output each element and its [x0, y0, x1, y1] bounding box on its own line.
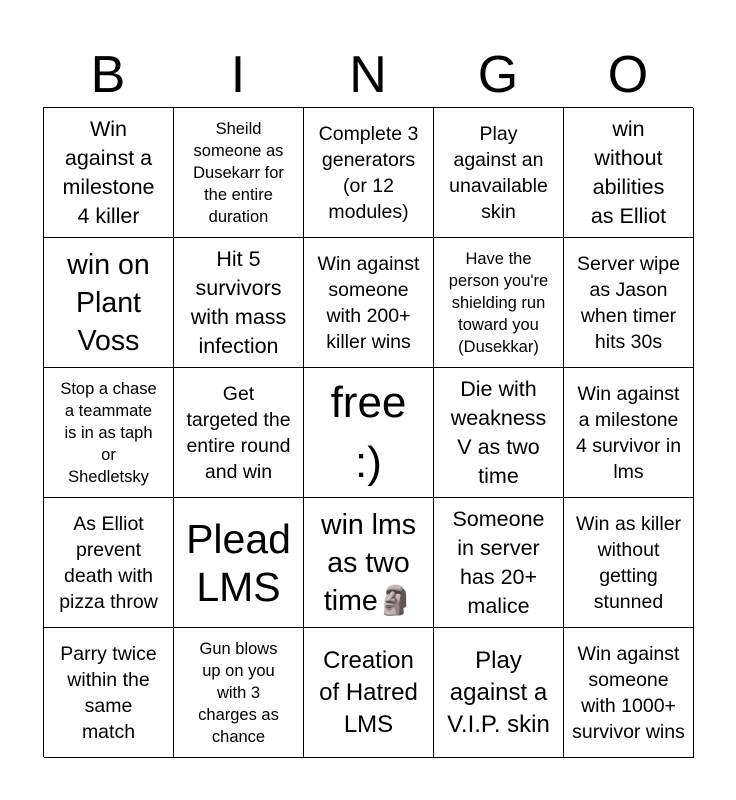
bingo-cell[interactable] — [174, 628, 304, 758]
header-letter-n: N — [349, 46, 387, 104]
bingo-cell[interactable] — [564, 628, 694, 758]
cell-text: Stop a chase a teammate is in as taph or Shedletsky — [60, 379, 157, 486]
free-space-cell[interactable] — [304, 368, 434, 498]
cell-text: As Elliot prevent death with pizza throw — [59, 512, 158, 613]
header-letter-b: B — [90, 46, 126, 104]
bingo-cell[interactable] — [434, 628, 564, 758]
cell-text: Parry twice within the same match — [60, 642, 157, 743]
bingo-cell[interactable] — [174, 108, 304, 238]
cell-text: Play against an unavailable skin — [449, 122, 548, 223]
bingo-cell[interactable] — [174, 238, 304, 368]
cell-text: Win as killer without getting stunned — [575, 512, 682, 613]
cell-text: Sheild someone as Dusekarr for the entire duration — [193, 119, 284, 226]
bingo-cell[interactable] — [44, 628, 174, 758]
bingo-cell[interactable] — [44, 498, 174, 628]
cell-text: Win against someone with 1000+ survivor wins — [572, 642, 685, 743]
bingo-cell[interactable] — [564, 108, 694, 238]
bingo-cell[interactable] — [564, 238, 694, 368]
header-letter-o: O — [607, 46, 649, 104]
bingo-cell[interactable] — [434, 368, 564, 498]
cell-text: Complete 3 generators (or 12 modules) — [318, 122, 419, 223]
cell-text: Gun blows up on you with 3 charges as chance — [198, 639, 279, 746]
bingo-cell[interactable] — [44, 368, 174, 498]
bingo-cell[interactable] — [304, 628, 434, 758]
cell-text: Server wipe as Jason when timer hits 30s — [577, 252, 680, 353]
cell-text: Creation of Hatred LMS — [319, 646, 418, 738]
bingo-cell[interactable] — [434, 498, 564, 628]
bingo-cell[interactable] — [44, 238, 174, 368]
cell-text: win lms as two time🗿 — [320, 508, 416, 617]
bingo-cell[interactable] — [564, 368, 694, 498]
cell-text: Win against a milestone 4 survivor in lms — [575, 382, 682, 483]
cell-text: Win against a milestone 4 killer — [62, 116, 155, 228]
bingo-cell[interactable] — [434, 108, 564, 238]
bingo-cell[interactable] — [304, 238, 434, 368]
cell-text: Die with weakness V as two time — [450, 376, 547, 488]
cell-text: Play against a V.I.P. skin — [447, 646, 550, 738]
bingo-cell[interactable] — [304, 498, 434, 628]
free-space-text: free :) — [330, 377, 407, 487]
cell-text: Hit 5 survivors with mass infection — [190, 246, 287, 358]
bingo-header — [43, 44, 693, 106]
header-letter-g: G — [477, 46, 519, 104]
bingo-cell[interactable] — [44, 108, 174, 238]
bingo-cell[interactable] — [304, 108, 434, 238]
bingo-cell[interactable] — [174, 368, 304, 498]
bingo-cell[interactable] — [564, 498, 694, 628]
bingo-cell[interactable] — [434, 238, 564, 368]
bingo-grid — [43, 107, 693, 757]
bingo-cell[interactable] — [174, 498, 304, 628]
cell-text: Plead LMS — [186, 515, 291, 610]
cell-text: Someone in server has 20+ malice — [452, 506, 545, 618]
cell-text: Get targeted the entire round and win — [186, 382, 291, 483]
cell-text: Win against someone with 200+ killer wins — [317, 252, 420, 353]
header-letter-i: I — [230, 46, 246, 104]
cell-text: win on Plant Voss — [67, 248, 150, 357]
cell-text: Have the person you're shielding run toward you (Dusekkar) — [448, 249, 549, 356]
cell-text: win without abilities as Elliot — [590, 116, 667, 228]
